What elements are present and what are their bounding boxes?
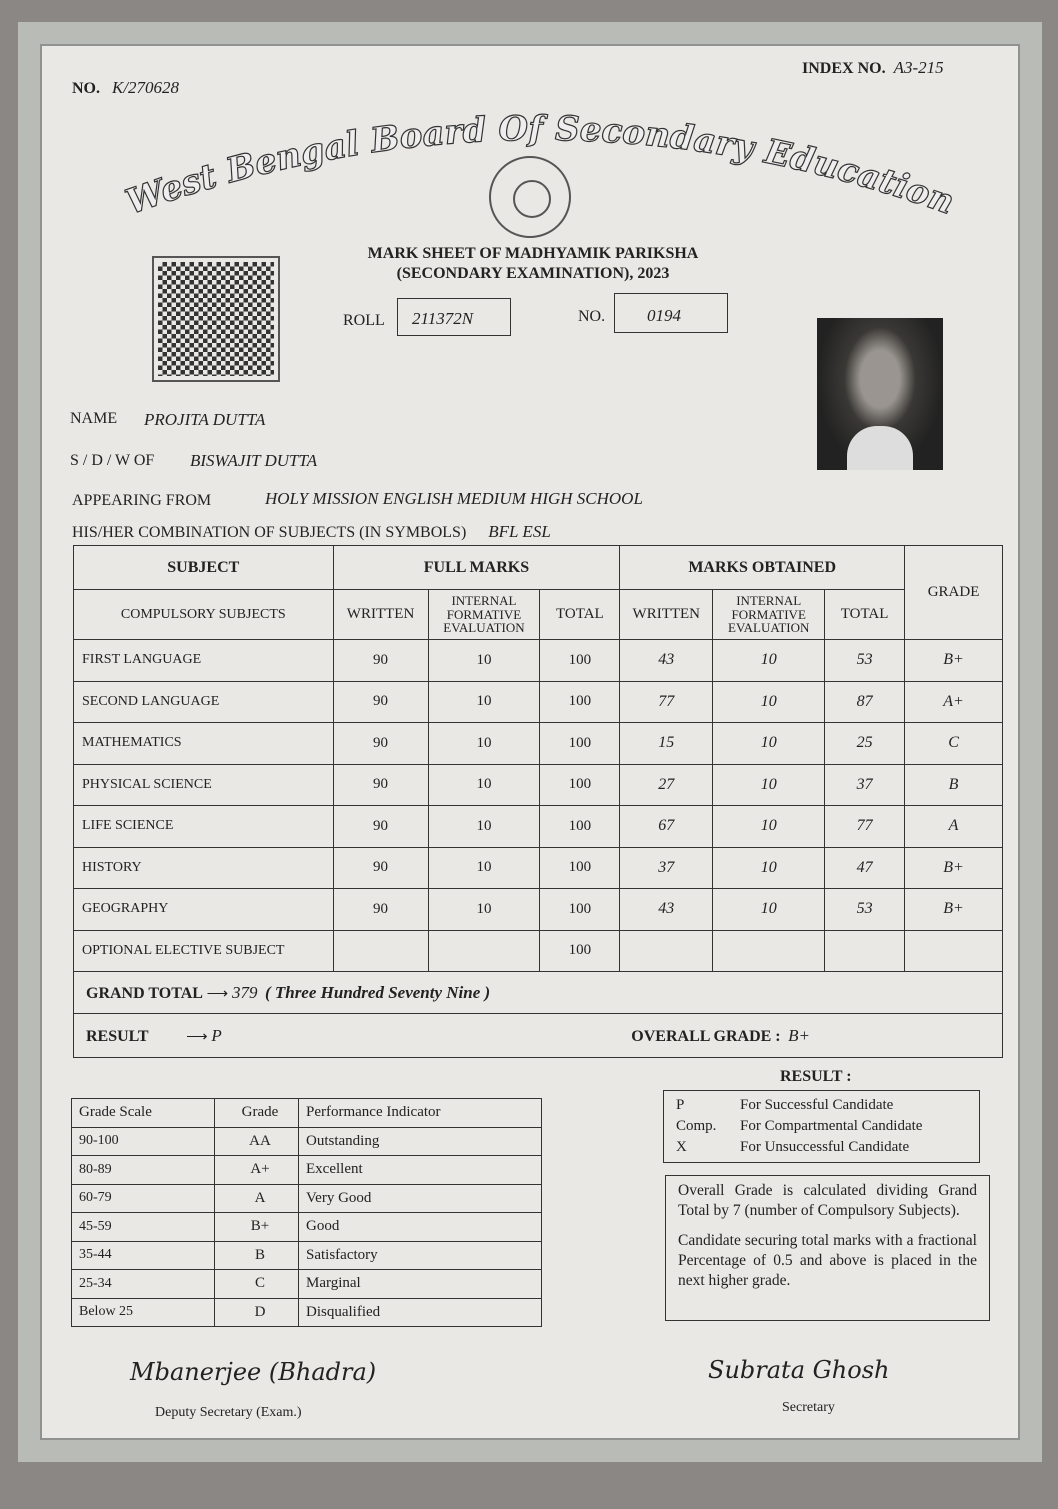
result-value: P [211,1025,222,1045]
grade-scale-header [72,1099,542,1128]
serial-label: NO. [72,80,100,97]
index-label: INDEX NO. [802,60,886,77]
grand-total-words: ( Three Hundred Seventy Nine ) [264,982,491,1002]
grade-scale-row [72,1241,542,1270]
obtained-written: 43 [620,640,713,682]
grade-range: 90-100 [72,1127,215,1156]
grade-scale-row [72,1213,542,1242]
performance-indicator: Good [299,1213,542,1242]
header-full-internal: INTERNAL FORMATIVE EVALUATION [428,590,540,640]
parent-label: S / D / W OF [70,452,155,469]
result-key-row [676,1095,967,1116]
full-written: 90 [333,681,428,723]
secretary-signature: Subrata Ghosh [708,1356,890,1384]
note-overall-grade: Overall Grade is calculated dividing Grand Total by 7 (number of Compulsory Subjects). [678,1182,977,1219]
header-full-marks: FULL MARKS [333,546,620,590]
grade-range: 45-59 [72,1213,215,1242]
table-row [74,681,1003,723]
svg-text:West Bengal Board Of Secondary: West Bengal Board Of Secondary Education [120,108,960,223]
result-label: RESULT [86,1027,149,1045]
performance-indicator: Disqualified [299,1298,542,1327]
grade: C [905,723,1003,765]
result-meaning: For Successful Candidate [740,1097,894,1113]
obtained-total [825,930,905,972]
grade: B+ [905,847,1003,889]
grade-scale-row [72,1184,542,1213]
grade: A+ [905,681,1003,723]
grade-scale-table [71,1098,542,1327]
index-value: A3-215 [893,58,944,77]
full-internal: 10 [428,764,540,806]
combination-label: HIS/HER COMBINATION OF SUBJECTS (IN SYMBOLS) [72,524,467,541]
full-total: 100 [540,889,620,931]
obtained-internal: 10 [713,764,825,806]
full-internal: 10 [428,889,540,931]
full-internal: 10 [428,847,540,889]
grade-scale-header-cell: Grade [215,1099,299,1128]
grade-symbol: A+ [215,1156,299,1185]
marks-table [73,545,1003,1058]
notes-box [665,1175,990,1321]
full-written: 90 [333,723,428,765]
combination-line [72,522,551,542]
grade-symbol: C [215,1270,299,1299]
arrow-icon: ⟶ [206,985,229,1002]
obtained-internal: 10 [713,723,825,765]
full-total: 100 [540,847,620,889]
grade-scale-row [72,1298,542,1327]
full-written: 90 [333,764,428,806]
result-key-row [676,1137,967,1158]
subject-name: PHYSICAL SCIENCE [74,764,334,806]
table-row [74,640,1003,682]
obtained-internal: 10 [713,681,825,723]
grade-range: 80-89 [72,1156,215,1185]
deputy-secretary-title: Deputy Secretary (Exam.) [155,1405,302,1420]
obtained-total: 87 [825,681,905,723]
grade [905,930,1003,972]
grade-range: 35-44 [72,1241,215,1270]
grade: B+ [905,640,1003,682]
obtained-total: 53 [825,640,905,682]
performance-indicator: Very Good [299,1184,542,1213]
result-meaning: For Unsuccessful Candidate [740,1139,910,1155]
obtained-internal: 10 [713,806,825,848]
combination-value: BFL ESL [488,522,551,541]
parent-name: BISWAJIT DUTTA [190,451,318,470]
full-total: 100 [540,806,620,848]
result-code: X [676,1139,687,1155]
obtained-written: 27 [620,764,713,806]
header-obt-internal: INTERNAL FORMATIVE EVALUATION [713,590,825,640]
header-marks-obtained: MARKS OBTAINED [620,546,905,590]
obtained-written: 15 [620,723,713,765]
full-internal: 10 [428,640,540,682]
result-meaning: For Compartmental Candidate [740,1118,923,1134]
result-row [74,1014,1003,1058]
full-internal: 10 [428,681,540,723]
grand-total-label: GRAND TOTAL [86,984,203,1002]
grade-scale-row [72,1156,542,1185]
obtained-internal: 10 [713,640,825,682]
header-full-written: WRITTEN [333,590,428,640]
header-obt-written: WRITTEN [620,590,713,640]
result-code: Comp. [676,1118,717,1134]
subject-name: MATHEMATICS [74,723,334,765]
grade-symbol: D [215,1298,299,1327]
result-code: P [676,1097,685,1113]
number-value: 0194 [614,293,728,333]
overall-grade-label: OVERALL GRADE : [631,1027,781,1045]
performance-indicator: Satisfactory [299,1241,542,1270]
full-total: 100 [540,640,620,682]
grand-total-row [74,972,1003,1014]
grade-scale-header-cell: Grade Scale [72,1099,215,1128]
index-number [802,58,944,78]
header-subject: SUBJECT [74,546,334,590]
result-key-box [663,1090,980,1163]
table-row [74,847,1003,889]
sheet-title-line2: (SECONDARY EXAMINATION), 2023 [396,265,670,282]
full-total: 100 [540,764,620,806]
table-row [74,806,1003,848]
obtained-written [620,930,713,972]
grade: A [905,806,1003,848]
name-label: NAME [70,410,118,427]
performance-indicator: Outstanding [299,1127,542,1156]
header-grade: GRADE [905,546,1003,640]
obtained-total: 47 [825,847,905,889]
header-obt-total: TOTAL [825,590,905,640]
obtained-internal: 10 [713,889,825,931]
grade-range: Below 25 [72,1298,215,1327]
deputy-secretary-signature: Mbanerjee (Bhadra) [130,1358,377,1386]
subject-name: GEOGRAPHY [74,889,334,931]
subject-name: HISTORY [74,847,334,889]
grade-scale-row [72,1127,542,1156]
grade: B+ [905,889,1003,931]
candidate-name: PROJITA DUTTA [144,410,266,429]
full-written: 90 [333,847,428,889]
full-written: 90 [333,806,428,848]
subject-name: SECOND LANGUAGE [74,681,334,723]
result-key-title: RESULT : [780,1068,852,1085]
table-row [74,723,1003,765]
grade: B [905,764,1003,806]
header-full-total: TOTAL [540,590,620,640]
obtained-total: 53 [825,889,905,931]
sheet-title-line1: MARK SHEET OF MADHYAMIK PARIKSHA [367,245,699,262]
obtained-internal: 10 [713,847,825,889]
roll-label: ROLL [343,312,385,329]
grade-scale-header-cell: Performance Indicator [299,1099,542,1128]
grade-range: 60-79 [72,1184,215,1213]
grade-symbol: A [215,1184,299,1213]
full-total: 100 [540,723,620,765]
qr-code [154,258,278,380]
candidate-photo [817,318,943,470]
full-written: 90 [333,640,428,682]
subject-name: FIRST LANGUAGE [74,640,334,682]
table-row [74,930,1003,972]
obtained-written: 67 [620,806,713,848]
full-internal: 10 [428,723,540,765]
full-total: 100 [540,930,620,972]
result-key-row [676,1116,967,1137]
subject-name: OPTIONAL ELECTIVE SUBJECT [74,930,334,972]
table-row [74,889,1003,931]
grade-symbol: B+ [215,1213,299,1242]
performance-indicator: Marginal [299,1270,542,1299]
subject-name: LIFE SCIENCE [74,806,334,848]
sheet-title [303,244,763,284]
full-written [333,930,428,972]
obtained-written: 37 [620,847,713,889]
note-fractional: Candidate securing total marks with a fractional Percentage of 0.5 and above is placed in the next higher grade. [678,1232,977,1289]
obtained-total: 77 [825,806,905,848]
performance-indicator: Excellent [299,1156,542,1185]
school-label: APPEARING FROM [72,492,212,509]
grand-total-value: 379 [231,982,258,1002]
board-seal [489,156,571,238]
obtained-written: 43 [620,889,713,931]
full-internal [428,930,540,972]
secretary-title: Secretary [782,1400,835,1415]
grade-symbol: AA [215,1127,299,1156]
full-total: 100 [540,681,620,723]
grade-symbol: B [215,1241,299,1270]
grade-range: 25-34 [72,1270,215,1299]
full-internal: 10 [428,806,540,848]
obtained-internal [713,930,825,972]
full-written: 90 [333,889,428,931]
arrow-icon: ⟶ [186,1028,208,1045]
serial-value: K/270628 [112,78,180,97]
obtained-total: 37 [825,764,905,806]
grade-scale-row [72,1270,542,1299]
overall-grade-value: B+ [788,1025,810,1045]
number-label: NO. [578,308,606,325]
roll-value: 211372N [397,298,511,336]
table-row [74,764,1003,806]
obtained-written: 77 [620,681,713,723]
obtained-total: 25 [825,723,905,765]
school-name: HOLY MISSION ENGLISH MEDIUM HIGH SCHOOL [265,489,643,508]
header-compulsory: COMPULSORY SUBJECTS [74,590,334,640]
